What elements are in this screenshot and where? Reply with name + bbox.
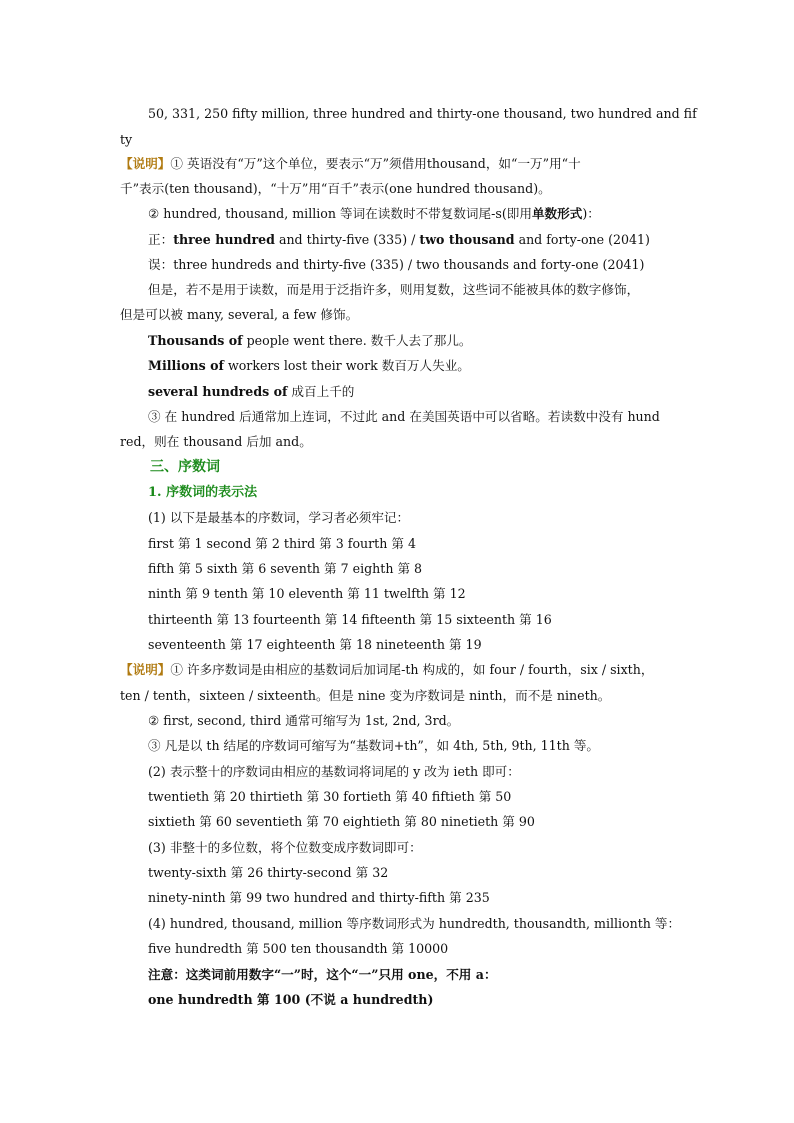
- note-line: [120, 155, 581, 173]
- text-line: first 第 1 second 第 2 third 第 3 fourth 第 4: [148, 536, 416, 551]
- text-line: 但是，若不是用于读数，而是用于泛指许多，则用复数，这些词不能被具体的数字修饰，: [148, 282, 640, 297]
- note-label: 【说明】: [120, 156, 171, 171]
- note-line: [120, 661, 653, 679]
- note-text: ① 英语没有“万”这个单位，要表示“万”须借用thousand，如“一万”用“十: [170, 156, 581, 171]
- bold-span: two thousand: [419, 232, 515, 247]
- text-line: ninety-ninth 第 99 two hundred and thirty-fifth 第 235: [148, 890, 490, 905]
- text-line: [148, 383, 354, 401]
- text-line: [148, 357, 470, 375]
- text-line: seventeenth 第 17 eighteenth 第 18 nineteenth 第 19: [148, 637, 482, 652]
- text-line: ten / tenth，sixteen / sixteenth。但是 nine 变为序数词是 ninth，而不是 nineth。: [120, 688, 611, 703]
- text-span: workers lost their work 数百万人失业。: [223, 358, 470, 373]
- text-line: twenty-sixth 第 26 thirty-second 第 32: [148, 865, 389, 880]
- bold-span: 单数形式: [531, 206, 583, 221]
- text-line: one hundredth 第 100 (不说 a hundredth): [148, 992, 434, 1007]
- text-span: 成百上千的: [287, 384, 355, 399]
- text-line: 注意：这类词前用数字“一”时，这个“一”只用 one，不用 a：: [148, 967, 497, 982]
- text-line: 误：three hundreds and thirty-five (335) / two thousands and forty-one (2041): [148, 257, 645, 272]
- text-line: red，则在 thousand 后加 and。: [120, 434, 312, 449]
- text-span: ② hundred, thousand, million 等词在读数时不带复数词尾-s(即用: [148, 206, 532, 221]
- section-heading: 三、序数词: [150, 459, 220, 475]
- text-line: (3) 非整十的多位数，将个位数变成序数词即可：: [148, 840, 422, 855]
- text-line: ③ 在 hundred 后通常加上连词，不过此 and 在美国英语中可以省略。若读数中没有 hund: [148, 409, 660, 424]
- text-line: thirteenth 第 13 fourteenth 第 14 fifteenth 第 15 sixteenth 第 16: [148, 612, 552, 627]
- bold-span: Millions of: [148, 358, 224, 373]
- text-line: (4) hundred, thousand, million 等序数词形式为 hundredth, thousandth, millionth 等：: [148, 916, 681, 931]
- text-span: 正：: [148, 232, 174, 247]
- bold-span: several hundreds of: [148, 384, 288, 399]
- text-line: twentieth 第 20 thirtieth 第 30 fortieth 第 40 fiftieth 第 50: [148, 789, 512, 804]
- text-span: and thirty-five (335) /: [274, 232, 420, 247]
- text-line: ninth 第 9 tenth 第 10 eleventh 第 11 twelfth 第 12: [148, 586, 466, 601]
- text-line: (1) 以下是最基本的序数词，学习者必须牢记：: [148, 510, 410, 525]
- text-line: ② first, second, third 通常可缩写为 1st, 2nd, 3rd。: [148, 713, 460, 728]
- note-text: ① 许多序数词是由相应的基数词后加词尾-th 构成的，如 four / fourth，six / sixth，: [170, 662, 654, 677]
- subsection-heading: 1. 序数词的表示法: [148, 485, 258, 500]
- text-line: [148, 205, 600, 223]
- text-line: ③ 凡是以 th 结尾的序数词可缩写为“基数词+th”，如 4th, 5th, 9th, 11th 等。: [148, 738, 600, 753]
- text-span: people went there. 数千人去了那儿。: [242, 333, 472, 348]
- text-line: [148, 231, 650, 249]
- text-line: 但是可以被 many, several, a few 修饰。: [120, 307, 359, 322]
- text-line: fifth 第 5 sixth 第 6 seventh 第 7 eighth 第 8: [148, 561, 423, 576]
- text-line: sixtieth 第 60 seventieth 第 70 eightieth 第 80 ninetieth 第 90: [148, 814, 535, 829]
- text-line: 50, 331, 250 fifty million, three hundred and thirty-one thousand, two hundred and fif: [148, 106, 697, 121]
- note-label: 【说明】: [120, 662, 171, 677]
- text-line: [148, 332, 472, 350]
- text-line: 千”表示(ten thousand)，“十万”用“百千”表示(one hundred thousand)。: [120, 181, 551, 196]
- bold-span: Thousands of: [148, 333, 243, 348]
- bold-span: three hundred: [173, 232, 275, 247]
- text-line: five hundredth 第 500 ten thousandth 第 10000: [148, 941, 449, 956]
- text-span: and forty-one (2041): [514, 232, 650, 247]
- text-span: )：: [582, 206, 600, 221]
- text-line: (2) 表示整十的序数词由相应的基数词将词尾的 y 改为 ieth 即可：: [148, 764, 520, 779]
- text-line: ty: [120, 132, 133, 147]
